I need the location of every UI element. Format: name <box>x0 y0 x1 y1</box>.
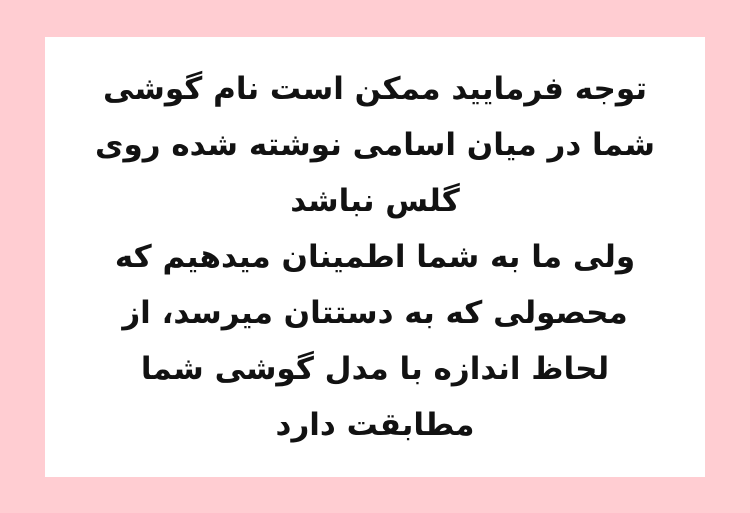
notice-line: گلس نباشد <box>290 182 460 219</box>
notice-line: شما در میان اسامی نوشته شده روی <box>95 126 655 163</box>
notice-line: محصولی که به دستتان میرسد، از <box>122 294 628 331</box>
notice-line: ولی ما به شما اطمینان میدهیم که <box>114 238 636 275</box>
notice-line: توجه فرمایید ممکن است نام گوشی <box>103 70 647 107</box>
notice-line: لحاظ اندازه با مدل گوشی شما <box>140 350 610 387</box>
notice-card <box>45 37 705 477</box>
notice-line: مطابقت دارد <box>275 406 475 443</box>
